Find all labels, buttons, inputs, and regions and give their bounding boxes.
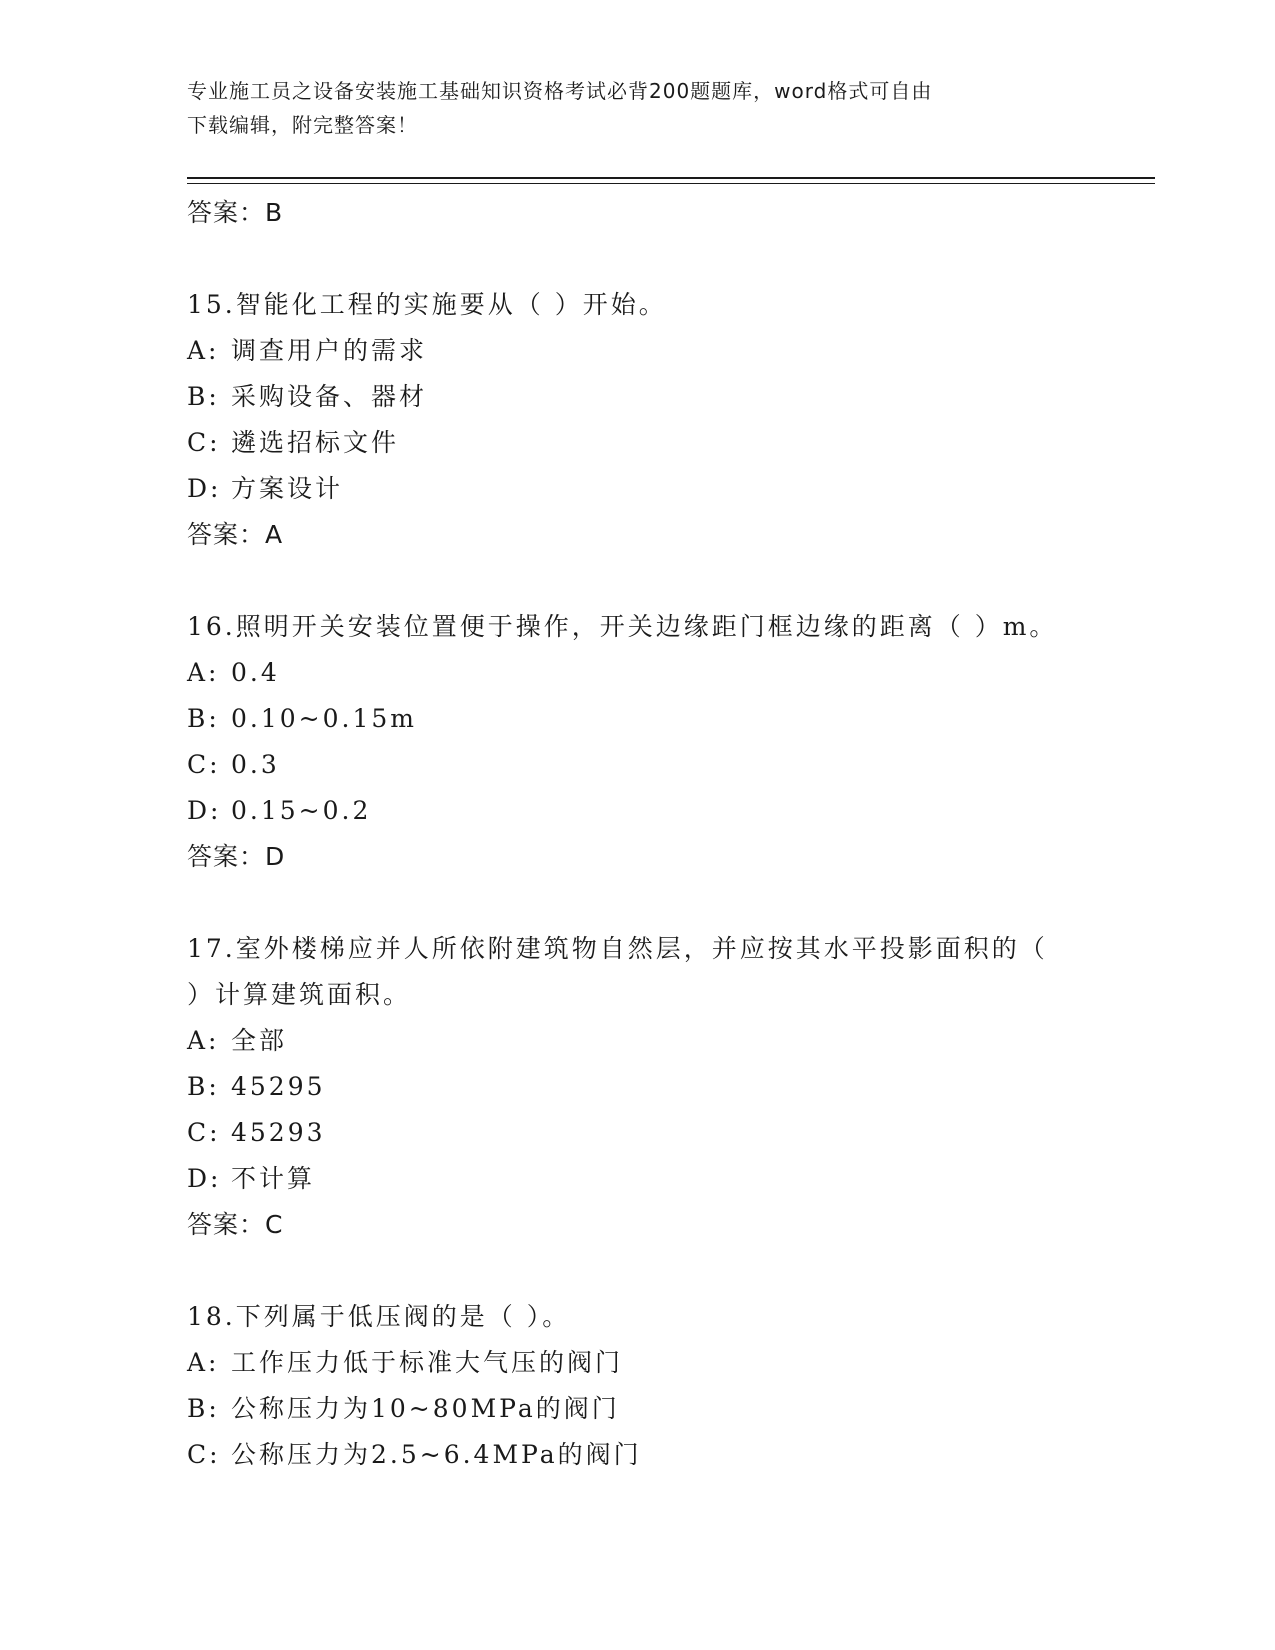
option-d bbox=[187, 1156, 1087, 1202]
option-text: 采购设备、器材 bbox=[231, 382, 428, 411]
option-text: 全部 bbox=[231, 1026, 288, 1055]
option-key: A: bbox=[187, 1348, 220, 1377]
question-16 bbox=[187, 604, 1087, 880]
option-a bbox=[187, 1340, 1087, 1386]
option-b bbox=[187, 696, 1087, 742]
previous-answer: 答案：B bbox=[187, 198, 284, 227]
option-text: 0.3 bbox=[231, 750, 280, 779]
option-key: D: bbox=[187, 1164, 222, 1193]
option-text: 不计算 bbox=[231, 1164, 316, 1193]
header-line-2: 下载编辑，附完整答案！ bbox=[187, 113, 418, 137]
option-c bbox=[187, 420, 1087, 466]
option-key: B: bbox=[187, 1072, 220, 1101]
header-line-1: 专业施工员之设备安装施工基础知识资格考试必背200题题库，word格式可自由 bbox=[187, 79, 933, 103]
option-c bbox=[187, 742, 1087, 788]
option-b bbox=[187, 374, 1087, 420]
option-a bbox=[187, 1018, 1087, 1064]
option-c bbox=[187, 1110, 1087, 1156]
option-text: 公称压力为10~80MPa的阀门 bbox=[231, 1394, 620, 1423]
option-key: B: bbox=[187, 1394, 220, 1423]
question-17 bbox=[187, 926, 1087, 1248]
option-key: D: bbox=[187, 474, 222, 503]
question-text: 18.下列属于低压阀的是（ ）。 bbox=[187, 1302, 571, 1331]
answer: 答案：D bbox=[187, 842, 286, 871]
option-text: 0.15~0.2 bbox=[231, 796, 372, 825]
option-key: A: bbox=[187, 1026, 220, 1055]
question-list bbox=[187, 190, 1087, 1478]
option-key: A: bbox=[187, 336, 220, 365]
option-text: 45295 bbox=[231, 1072, 326, 1101]
question-text: 16.照明开关安装位置便于操作，开关边缘距门框边缘的距离（ ）m。 bbox=[187, 612, 1058, 641]
option-key: B: bbox=[187, 382, 220, 411]
option-key: C: bbox=[187, 1118, 221, 1147]
header-divider-thin bbox=[187, 183, 1155, 184]
option-text: 0.4 bbox=[231, 658, 280, 687]
option-text: 调查用户的需求 bbox=[231, 336, 428, 365]
option-text: 工作压力低于标准大气压的阀门 bbox=[231, 1348, 624, 1377]
option-b bbox=[187, 1386, 1087, 1432]
question-text-line-2: ）计算建筑面积。 bbox=[187, 980, 412, 1009]
option-text: 方案设计 bbox=[231, 474, 344, 503]
option-key: A: bbox=[187, 658, 220, 687]
option-text: 0.10~0.15m bbox=[231, 704, 417, 733]
option-a bbox=[187, 650, 1087, 696]
option-c bbox=[187, 1432, 1087, 1478]
option-d bbox=[187, 466, 1087, 512]
option-key: D: bbox=[187, 796, 222, 825]
option-key: C: bbox=[187, 428, 221, 457]
option-text: 45293 bbox=[231, 1118, 326, 1147]
question-18 bbox=[187, 1294, 1087, 1478]
header-divider-thick bbox=[187, 177, 1155, 179]
option-text: 遴选招标文件 bbox=[231, 428, 400, 457]
option-d bbox=[187, 788, 1087, 834]
option-a bbox=[187, 328, 1087, 374]
answer: 答案：C bbox=[187, 1210, 284, 1239]
option-key: C: bbox=[187, 1440, 221, 1469]
question-text-line-1: 17.室外楼梯应并人所依附建筑物自然层，并应按其水平投影面积的（ bbox=[187, 934, 1048, 963]
option-b bbox=[187, 1064, 1087, 1110]
question-text: 15.智能化工程的实施要从（ ）开始。 bbox=[187, 290, 667, 319]
question-15 bbox=[187, 282, 1087, 558]
option-key: B: bbox=[187, 704, 220, 733]
document-header bbox=[187, 74, 1087, 142]
option-key: C: bbox=[187, 750, 221, 779]
option-text: 公称压力为2.5~6.4MPa的阀门 bbox=[231, 1440, 642, 1469]
answer: 答案：A bbox=[187, 520, 284, 549]
